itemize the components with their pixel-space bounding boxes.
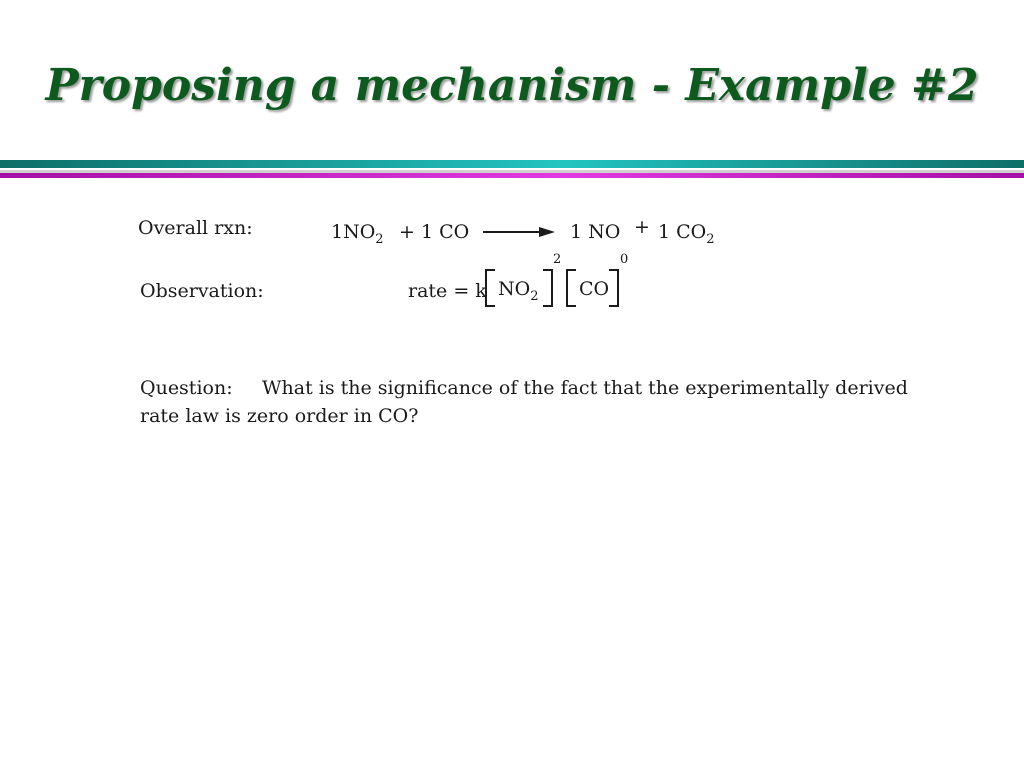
question-label: Question:	[140, 377, 233, 399]
divider-teal	[0, 160, 1024, 168]
reactant-no2-text: 1NO	[331, 221, 376, 243]
exponent-co: 0	[620, 252, 629, 267]
species-no2-subscript: 2	[530, 289, 539, 304]
product-co2-subscript: 2	[706, 232, 715, 247]
species-no2-text: NO	[498, 278, 531, 300]
reactant-co: 1 CO	[421, 221, 470, 243]
product-no: 1 NO	[570, 221, 621, 243]
slide-title: Proposing a mechanism - Example #2	[45, 60, 979, 111]
species-co: CO	[579, 278, 610, 300]
reaction-arrow-icon	[483, 227, 555, 237]
reactant-no2-subscript: 2	[375, 232, 384, 247]
divider-magenta	[0, 173, 1024, 178]
species-no2	[498, 280, 538, 303]
bracket-left-no2	[485, 269, 495, 307]
bracket-left-co	[566, 269, 576, 307]
bracket-right-no2	[543, 269, 553, 307]
product-co2	[658, 223, 715, 246]
product-co2-text: 1 CO	[658, 221, 707, 243]
observation-label: Observation:	[140, 280, 264, 302]
rate-prefix: rate = k	[408, 280, 487, 302]
overall-label: Overall rxn:	[138, 217, 253, 239]
question-block	[140, 374, 920, 430]
plus-sign-products: +	[634, 216, 650, 238]
exponent-no2: 2	[553, 252, 562, 267]
reactant-no2	[331, 223, 384, 246]
bracket-right-co	[609, 269, 619, 307]
question-text: What is the significance of the fact that the experimentally derived rate law is zero order in CO?	[140, 377, 908, 427]
plus-sign-reactants: +	[399, 221, 415, 243]
